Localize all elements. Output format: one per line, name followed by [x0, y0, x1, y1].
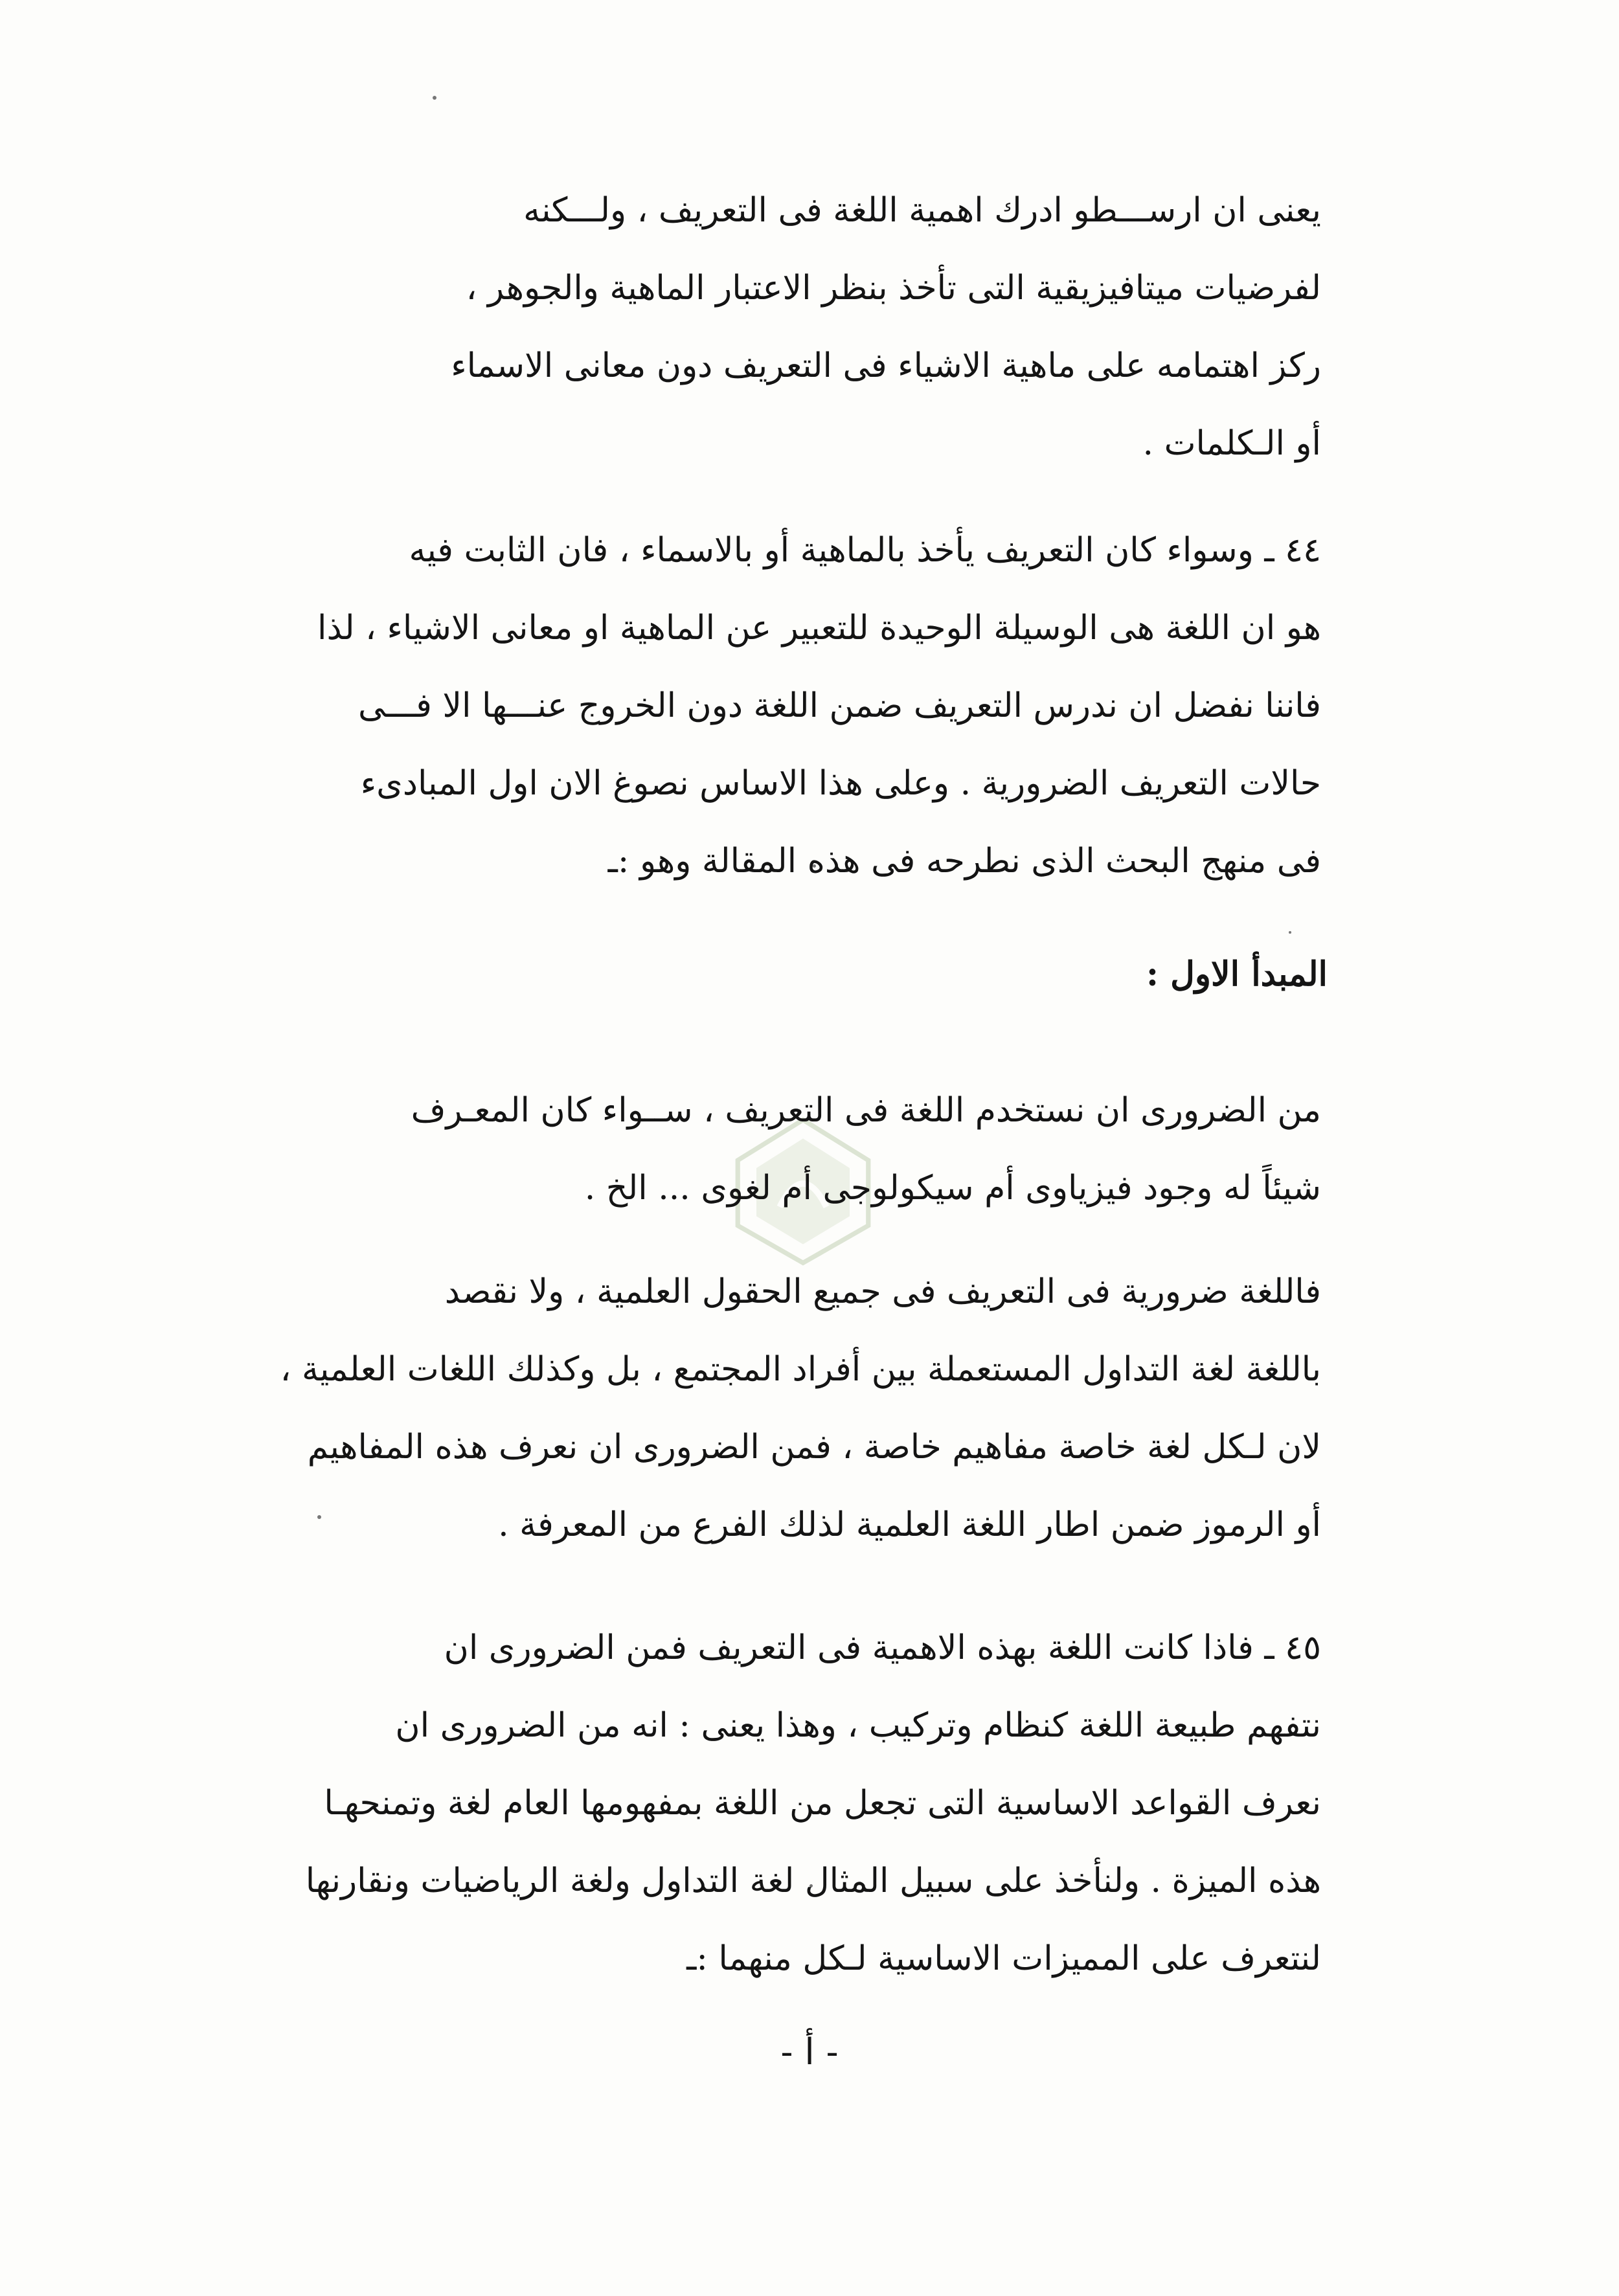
- paragraph-44: [259, 512, 1321, 900]
- scan-speck: [433, 96, 436, 100]
- text-line: لفرضيات ميتافيزيقية التى تأخذ بنظر الاعتبار الماهية والجوهر ،: [466, 269, 1321, 308]
- text-line: ركز اهتمامه على ماهية الاشياء فى التعريف دون معانى الاسماء: [451, 346, 1321, 385]
- text-line: أو الرموز ضمن اطار اللغة العلمية لذلك الفرع من المعرفة .: [498, 1505, 1321, 1544]
- text-line: فاننا نفضل ان ندرس التعريف ضمن اللغة دون الخروج عنـــها الا فـــى: [357, 686, 1321, 725]
- paragraph-aristotle: [259, 172, 1321, 482]
- page-number: - أ -: [780, 2031, 839, 2073]
- text-line: نتفهم طبيعة اللغة كنظام وتركيب ، وهذا يعنى : انه من الضرورى ان: [395, 1706, 1321, 1745]
- text-line: فاللغة ضرورية فى التعريف فى جميع الحقول العلمية ، ولا نقصد: [444, 1272, 1321, 1311]
- text-line: باللغة لغة التداول المستعملة بين أفراد المجتمع ، بل وكذلك اللغات العلمية ،: [280, 1350, 1321, 1389]
- text-line: نعرف القواعد الاساسية التى تجعل من اللغة بمفهومها العام لغة وتمنحهـا: [324, 1784, 1321, 1823]
- section-heading: المبدأ الاول :: [1146, 954, 1328, 994]
- text-line: لنتعرف على المميزات الاساسية لـكل منهما :ـ: [686, 1939, 1321, 1978]
- paragraph-language-necessity: [259, 1253, 1321, 1564]
- text-line: هذه الميزة . ولنأخذ على سبيل المثال لغة التداول ولغة الرياضيات ونقارنها: [305, 1862, 1321, 1900]
- text-line: ٤٥ ـ فاذا كانت اللغة بهذه الاهمية فى التعريف فمن الضرورى ان: [444, 1628, 1321, 1667]
- text-line: لان لـكل لغة خاصة مفاهيم خاصة ، فمن الضرورى ان نعرف هذه المفاهيم: [307, 1428, 1321, 1467]
- text-line: حالات التعريف الضرورية . وعلى هذا الاساس نصوغ الان اول المبادىء: [360, 764, 1321, 803]
- text-line: من الضرورى ان نستخدم اللغة فى التعريف ، ســواء كان المعـرف: [411, 1091, 1321, 1130]
- scan-speck: [1289, 931, 1291, 934]
- text-line: فى منهج البحث الذى نطرحه فى هذه المقالة وهو :ـ: [607, 842, 1321, 881]
- text-line: ٤٤ ـ وسواء كان التعريف يأخذ بالماهية أو بالاسماء ، فان الثابت فيه: [409, 531, 1321, 570]
- text-line: هو ان اللغة هى الوسيلة الوحيدة للتعبير عن الماهية او معانى الاشياء ، لذا: [317, 609, 1321, 647]
- paragraph-45: [259, 1609, 1321, 1998]
- paragraph-first-principle: [259, 1072, 1321, 1227]
- text-line: شيئاً له وجود فيزياوى أم سيكولوجى أم لغوى ... الخ .: [584, 1169, 1321, 1208]
- text-line: أو الـكلمات .: [1142, 424, 1321, 463]
- text-line: يعنى ان ارســـطو ادرك اهمية اللغة فى التعريف ، ولـــكنه: [523, 191, 1321, 230]
